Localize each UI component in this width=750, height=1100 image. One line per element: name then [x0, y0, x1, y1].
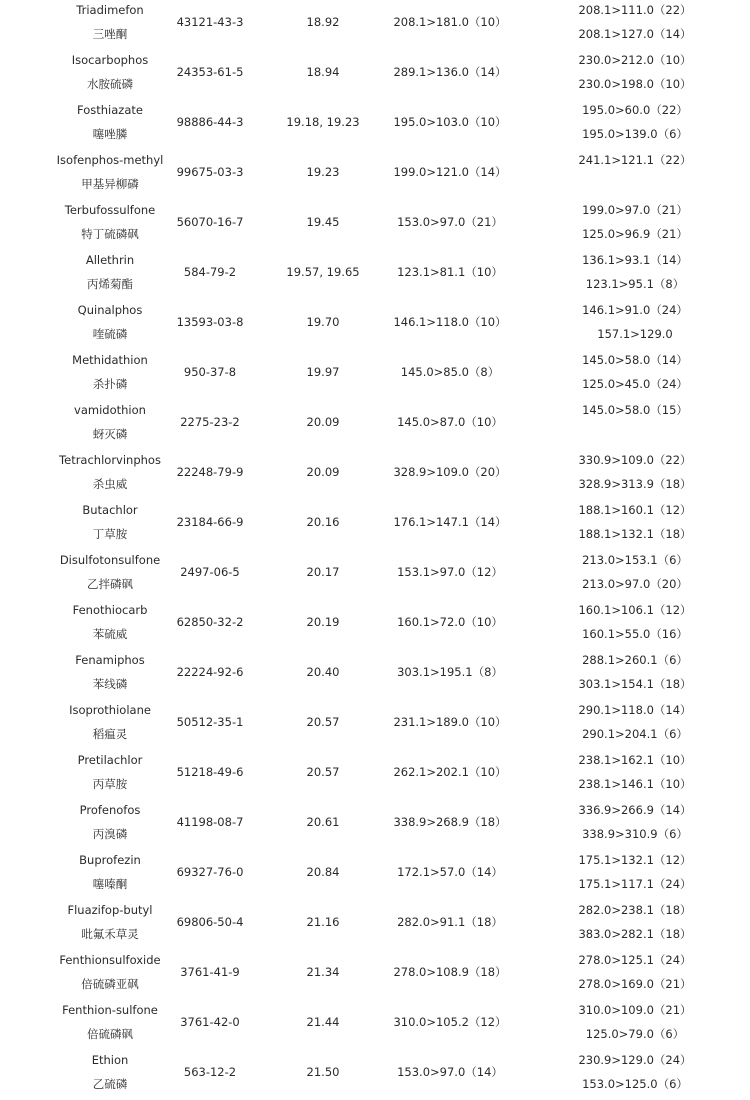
- table-row: [0, 950, 750, 1000]
- compound-name-zh: 倍硫磷亚砜: [81, 977, 139, 991]
- compound-name-en: Terbufossulfone: [64, 203, 156, 217]
- qualitative-ion-pair-2: 125.0>96.9（21）: [582, 227, 688, 241]
- table-row: [0, 300, 750, 350]
- qualitative-ion-pair-2: 383.0>282.1（18）: [578, 927, 692, 941]
- cas-number: 56070-16-7: [176, 215, 244, 229]
- quantitative-ion-pair: 199.0>121.0（14）: [393, 165, 507, 179]
- compound-name-zh: 蚜灭磷: [92, 427, 128, 441]
- quantitative-ion-pair: 208.1>181.0（10）: [393, 15, 507, 29]
- table-row: [0, 200, 750, 250]
- qualitative-ion-pair-1: 208.1>111.0（22）: [578, 3, 692, 17]
- qualitative-ion-pair-2: 157.1>129.0: [597, 327, 673, 341]
- qualitative-ion-pair-2: 188.1>132.1（18）: [578, 527, 692, 541]
- compound-name-en: Isofenphos-methyl: [56, 153, 164, 167]
- cas-number: 22224-92-6: [176, 665, 244, 679]
- qualitative-ion-pair-1: 230.0>212.0（10）: [578, 53, 692, 67]
- compound-name-en: Pretilachlor: [77, 753, 143, 767]
- retention-time: 21.34: [306, 965, 340, 979]
- compound-name-zh: 倍硫磷砜: [87, 1027, 133, 1041]
- retention-time: 20.57: [306, 765, 340, 779]
- retention-time: 19.70: [306, 315, 340, 329]
- qualitative-ion-pair-1: 336.9>266.9（14）: [578, 803, 692, 817]
- compound-name-en: Fosthiazate: [77, 103, 143, 117]
- retention-time: 21.50: [306, 1065, 340, 1079]
- qualitative-ion-pair-2: 230.0>198.0（10）: [578, 77, 692, 91]
- table-row: [0, 700, 750, 750]
- qualitative-ion-pair-2: 290.1>204.1（6）: [582, 727, 688, 741]
- compound-name-zh: 噻唑膦: [92, 127, 128, 141]
- compound-name-en: Triadimefon: [76, 3, 144, 17]
- qualitative-ion-pair-1: 199.0>97.0（21）: [582, 203, 688, 217]
- quantitative-ion-pair: 160.1>72.0（10）: [397, 615, 503, 629]
- cas-number: 50512-35-1: [176, 715, 244, 729]
- quantitative-ion-pair: 153.1>97.0（12）: [397, 565, 503, 579]
- qualitative-ion-pair-2: 175.1>117.1（24）: [578, 877, 692, 891]
- qualitative-ion-pair-1: 330.9>109.0（22）: [578, 453, 692, 467]
- cas-number: 3761-41-9: [180, 965, 240, 979]
- quantitative-ion-pair: 153.0>97.0（14）: [397, 1065, 503, 1079]
- cas-number: 22248-79-9: [176, 465, 244, 479]
- cas-number: 3761-42-0: [180, 1015, 240, 1029]
- cas-number: 24353-61-5: [176, 65, 244, 79]
- retention-time: 20.16: [306, 515, 340, 529]
- retention-time: 19.97: [306, 365, 340, 379]
- qualitative-ion-pair-1: 195.0>60.0（22）: [582, 103, 688, 117]
- compound-name-en: Fluazifop-butyl: [67, 903, 153, 917]
- retention-time: 20.61: [306, 815, 340, 829]
- quantitative-ion-pair: 278.0>108.9（18）: [393, 965, 507, 979]
- compound-name-zh: 噻嗪酮: [92, 877, 128, 891]
- retention-time: 20.17: [306, 565, 340, 579]
- cas-number: 13593-03-8: [176, 315, 244, 329]
- compound-name-en: Quinalphos: [77, 303, 143, 317]
- table-row: [0, 1000, 750, 1050]
- compound-name-zh: 丙烯菊酯: [87, 277, 133, 291]
- qualitative-ion-pair-2: 338.9>310.9（6）: [582, 827, 688, 841]
- table-row: [0, 850, 750, 900]
- retention-time: 18.94: [306, 65, 340, 79]
- qualitative-ion-pair-2: 125.0>45.0（24）: [582, 377, 688, 391]
- quantitative-ion-pair: 262.1>202.1（10）: [393, 765, 507, 779]
- compound-name-en: Ethion: [91, 1053, 129, 1067]
- table-row: [0, 450, 750, 500]
- cas-number: 69327-76-0: [176, 865, 244, 879]
- compound-name-en: Allethrin: [85, 253, 135, 267]
- cas-number: 584-79-2: [183, 265, 237, 279]
- compound-name-zh: 丙溴磷: [92, 827, 128, 841]
- quantitative-ion-pair: 289.1>136.0（14）: [393, 65, 507, 79]
- qualitative-ion-pair-1: 230.9>129.0（24）: [578, 1053, 692, 1067]
- compound-name-zh: 苯硫威: [92, 627, 128, 641]
- qualitative-ion-pair-1: 145.0>58.0（14）: [582, 353, 688, 367]
- compound-name-zh: 吡氟禾草灵: [81, 927, 139, 941]
- table-row: [0, 400, 750, 450]
- compound-name-zh: 丁草胺: [92, 527, 128, 541]
- retention-time: 20.40: [306, 665, 340, 679]
- table-row: [0, 550, 750, 600]
- quantitative-ion-pair: 176.1>147.1（14）: [393, 515, 507, 529]
- quantitative-ion-pair: 282.0>91.1（18）: [397, 915, 503, 929]
- compound-name-en: Fenthionsulfoxide: [59, 953, 161, 967]
- compound-name-en: Isocarbophos: [71, 53, 149, 67]
- cas-number: 51218-49-6: [176, 765, 244, 779]
- compound-name-en: Fenothiocarb: [72, 603, 148, 617]
- compound-name-zh: 丙草胺: [92, 777, 128, 791]
- table-row: [0, 150, 750, 200]
- compound-name-en: Butachlor: [82, 503, 138, 517]
- table-row: [0, 250, 750, 300]
- qualitative-ion-pair-1: 310.0>109.0（21）: [578, 1003, 692, 1017]
- table-row: [0, 100, 750, 150]
- qualitative-ion-pair-1: 160.1>106.1（12）: [578, 603, 692, 617]
- quantitative-ion-pair: 231.1>189.0（10）: [393, 715, 507, 729]
- cas-number: 2497-06-5: [180, 565, 240, 579]
- compound-name-en: Methidathion: [72, 353, 148, 367]
- cas-number: 563-12-2: [183, 1065, 237, 1079]
- quantitative-ion-pair: 123.1>81.1（10）: [397, 265, 503, 279]
- quantitative-ion-pair: 303.1>195.1（8）: [397, 665, 503, 679]
- compound-name-zh: 稻瘟灵: [92, 727, 128, 741]
- cas-number: 98886-44-3: [176, 115, 244, 129]
- table-row: [0, 50, 750, 100]
- compound-name-zh: 杀虫威: [92, 477, 128, 491]
- cas-number: 69806-50-4: [176, 915, 244, 929]
- compound-name-en: Fenthion-sulfone: [62, 1003, 158, 1017]
- quantitative-ion-pair: 172.1>57.0（14）: [397, 865, 503, 879]
- table-row: [0, 1050, 750, 1100]
- qualitative-ion-pair-2: 208.1>127.0（14）: [578, 27, 692, 41]
- quantitative-ion-pair: 146.1>118.0（10）: [393, 315, 507, 329]
- quantitative-ion-pair: 328.9>109.0（20）: [393, 465, 507, 479]
- qualitative-ion-pair-2: 328.9>313.9（18）: [578, 477, 692, 491]
- table-row: [0, 800, 750, 850]
- compound-name-zh: 特丁硫磷砜: [81, 227, 139, 241]
- qualitative-ion-pair-2: 278.0>169.0（21）: [578, 977, 692, 991]
- quantitative-ion-pair: 145.0>87.0（10）: [397, 415, 503, 429]
- qualitative-ion-pair-1: 213.0>153.1（6）: [582, 553, 688, 567]
- qualitative-ion-pair-2: 213.0>97.0（20）: [582, 577, 688, 591]
- quantitative-ion-pair: 153.0>97.0（21）: [397, 215, 503, 229]
- compound-name-en: Tetrachlorvinphos: [59, 453, 161, 467]
- table-row: [0, 750, 750, 800]
- compound-name-en: Disulfotonsulfone: [59, 553, 161, 567]
- table-row: [0, 350, 750, 400]
- qualitative-ion-pair-1: 282.0>238.1（18）: [578, 903, 692, 917]
- retention-time: 20.84: [306, 865, 340, 879]
- retention-time: 21.44: [306, 1015, 340, 1029]
- table-row: [0, 500, 750, 550]
- qualitative-ion-pair-2: 160.1>55.0（16）: [582, 627, 688, 641]
- qualitative-ion-pair-2: 238.1>146.1（10）: [578, 777, 692, 791]
- cas-number: 62850-32-2: [176, 615, 244, 629]
- retention-time: 19.18, 19.23: [286, 115, 360, 129]
- qualitative-ion-pair-1: 136.1>93.1（14）: [582, 253, 688, 267]
- retention-time: 19.57, 19.65: [286, 265, 360, 279]
- cas-number: 950-37-8: [183, 365, 237, 379]
- quantitative-ion-pair: 195.0>103.0（10）: [393, 115, 507, 129]
- qualitative-ion-pair-1: 238.1>162.1（10）: [578, 753, 692, 767]
- retention-time: 19.23: [306, 165, 340, 179]
- cas-number: 23184-66-9: [176, 515, 244, 529]
- retention-time: 20.19: [306, 615, 340, 629]
- qualitative-ion-pair-2: 303.1>154.1（18）: [578, 677, 692, 691]
- table-row: [0, 900, 750, 950]
- qualitative-ion-pair-1: 146.1>91.0（24）: [582, 303, 688, 317]
- quantitative-ion-pair: 310.0>105.2（12）: [393, 1015, 507, 1029]
- table-row: [0, 650, 750, 700]
- quantitative-ion-pair: 338.9>268.9（18）: [393, 815, 507, 829]
- compound-name-zh: 甲基异柳磷: [81, 177, 139, 191]
- qualitative-ion-pair-1: 188.1>160.1（12）: [578, 503, 692, 517]
- qualitative-ion-pair-2: 195.0>139.0（6）: [582, 127, 688, 141]
- compound-name-zh: 杀扑磷: [92, 377, 128, 391]
- compound-name-zh: 乙硫磷: [92, 1077, 128, 1091]
- cas-number: 43121-43-3: [176, 15, 244, 29]
- qualitative-ion-pair-1: 290.1>118.0（14）: [578, 703, 692, 717]
- retention-time: 20.57: [306, 715, 340, 729]
- table-row: [0, 0, 750, 50]
- qualitative-ion-pair-2: 125.0>79.0（6）: [585, 1027, 685, 1041]
- compound-name-zh: 水胺硫磷: [87, 77, 133, 91]
- table-row: [0, 600, 750, 650]
- cas-number: 99675-03-3: [176, 165, 244, 179]
- cas-number: 41198-08-7: [176, 815, 244, 829]
- compound-name-en: Profenofos: [79, 803, 141, 817]
- compound-name-en: Isoprothiolane: [69, 703, 151, 717]
- quantitative-ion-pair: 145.0>85.0（8）: [400, 365, 500, 379]
- qualitative-ion-pair-1: 241.1>121.1（22）: [578, 153, 692, 167]
- compound-name-zh: 三唑酮: [92, 27, 128, 41]
- compound-name-en: Buprofezin: [79, 853, 141, 867]
- retention-time: 21.16: [306, 915, 340, 929]
- qualitative-ion-pair-2: 123.1>95.1（8）: [585, 277, 685, 291]
- retention-time: 18.92: [306, 15, 340, 29]
- compound-name-zh: 乙拌磷砜: [87, 577, 133, 591]
- qualitative-ion-pair-1: 278.0>125.1（24）: [578, 953, 692, 967]
- compound-name-en: vamidothion: [74, 403, 146, 417]
- compound-name-zh: 苯线磷: [92, 677, 128, 691]
- qualitative-ion-pair-1: 175.1>132.1（12）: [578, 853, 692, 867]
- qualitative-ion-pair-1: 288.1>260.1（6）: [582, 653, 688, 667]
- retention-time: 20.09: [306, 415, 340, 429]
- cas-number: 2275-23-2: [180, 415, 240, 429]
- retention-time: 20.09: [306, 465, 340, 479]
- compound-name-zh: 喹硫磷: [92, 327, 128, 341]
- qualitative-ion-pair-2: 153.0>125.0（6）: [582, 1077, 688, 1091]
- qualitative-ion-pair-1: 145.0>58.0（15）: [582, 403, 688, 417]
- compound-name-en: Fenamiphos: [75, 653, 145, 667]
- retention-time: 19.45: [306, 215, 340, 229]
